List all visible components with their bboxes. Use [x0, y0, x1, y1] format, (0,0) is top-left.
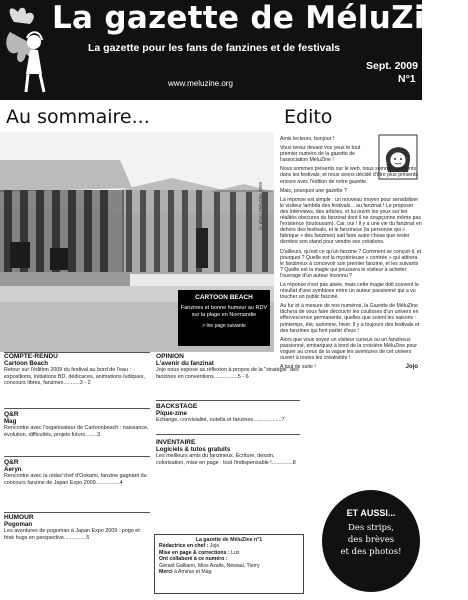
toc-text: Les meilleurs amis du fanzineux. Écriture, dessin, colorisation, mise en page : tout l'indispensable !..............8: [156, 453, 296, 466]
edito-paragraph: Mais, pourquoi une gazette ?: [280, 187, 347, 194]
toc-text: Jojo nous expose sa réflexion à propos de la "stratégie" des fanzines en conventions................5 - 6: [156, 367, 299, 380]
caption-text: Fanzines et bonne humeur au RDV sur la plage en Normandie: [180, 305, 268, 319]
issue-date: Sept. 2009: [366, 60, 418, 72]
credits-line: Gérald Galliano, Miss Azalis, Néwaal, Tierry: [159, 562, 260, 569]
toc-page: ................4: [95, 479, 123, 486]
toc-rubric: INVENTAIRE: [156, 439, 196, 446]
edito-paragraph: Alors que vous soyez un visiteur curieux ou un fanzineux passionné, embarquez à bord de la croisière MéluZine pour voguer au creux de la vague les aventures de cet univers ouvert à toutes les créativités !: [280, 336, 417, 361]
toc-rubric: BACKSTAGE: [156, 403, 198, 410]
separator: [156, 434, 300, 435]
toc-entry[interactable]: [156, 440, 300, 466]
toc-subtitle: Pique-zine: [156, 409, 187, 417]
toc-subtitle: Pogoman: [4, 520, 33, 528]
et-aussi-title: ET AUSSI...: [346, 508, 396, 518]
credits-line: Merci à Amirax et Mag: [159, 569, 212, 576]
toc-text: Rencontre avec l'organisateur de Cartoonbeach : naissance, évolution, difficultés, projets futurs........3: [4, 425, 149, 438]
toc-subtitle: Logiciels & tutos gratuits: [156, 445, 231, 453]
toc-subtitle: Aeryn: [4, 465, 22, 473]
credits-line: Ont collaboré à ce numéro :: [159, 556, 228, 563]
toc-rubric: Q&R: [4, 411, 19, 418]
edito-paragraph: La réponse n'est pas aisée, mais cette magie doit souvent le résultat d'une symbiose entre un auteur passionné qui a vu toucher un public fasciné.: [280, 281, 419, 301]
separator: [4, 512, 150, 513]
toc-text: Les aventures de pogoman à Japan Expo 2009 : pogo et frisé hugs en perspective...............5: [4, 528, 140, 541]
sommaire-heading: Au sommaire...: [6, 106, 150, 128]
edito-paragraph: Amis lecteurs, bonjour !: [280, 136, 335, 142]
edito-paragraph: Nous sommes présents sur le web, nous sommes présents dans les festivals, et nous avons décidé d'être plus présents encore avec l'édition de notre gazette.: [280, 166, 418, 185]
edito-paragraph: D'ailleurs, qu'est ce qu'un fanzine ? Comment se conçoit-il, et pourquoi ? Quelle est la mystérieuse « contrée » qui attirera le fanzineux à concevoir son premier fanzine, et les suivants ? Quelle est la magie qui poussera le visiteur à acheter l'ouvrage d'un auteur inconnu ?: [280, 248, 422, 279]
toc-page: ........3: [85, 431, 101, 438]
issue-number: N°1: [398, 73, 416, 85]
photo-caption-box[interactable]: [178, 290, 270, 346]
fairy-mascot-illustration: [4, 2, 54, 94]
separator: [4, 456, 150, 457]
edito-closing: [280, 364, 418, 370]
edito-paragraph: Au fur et à mesure de nos numéros, la Gazette de MéluZine tâchera de vous faire découvrir les coulisses d'un univers en effervescence permanente, quelles que soient les saisons : printemps, été, automne, hiver. Il y a toujours des festivals et des fanzines qui font parler d'eux !: [280, 303, 420, 334]
toc-subtitle: Mag: [4, 417, 17, 425]
toc-page: ...........3 - 2: [63, 380, 91, 387]
edito-signature: Jojo: [405, 364, 418, 371]
toc-entry[interactable]: [156, 404, 300, 424]
toc-entry[interactable]: [4, 412, 150, 438]
credits-line: Rédactrice en chef : Jojo: [159, 543, 220, 550]
et-aussi-text: Des strips, des brèves et des photos!: [340, 523, 402, 557]
toc-page: ..............8: [271, 459, 296, 466]
masthead-subtitle: La gazette pour les fans de fanzines et de festivals: [88, 42, 341, 54]
toc-rubric: OPINION: [156, 353, 184, 360]
toc-text: Rencontre avec la rédac'chef d'Ookami, fanzine gagnant du concours fanzine de Japan Expo 2009................4: [4, 473, 147, 486]
credits-heading: La gazette de MéluZine n°1: [195, 537, 263, 543]
masthead-title: La gazette de MéluZine: [52, 0, 468, 36]
edito-paragraph: La réponse est simple : un nouveau moyen pour sensibiliser le visiteur lambda des festivals... au fanzinat ! Le proposer des interviews, des articles, et lui ouvrir les yeux sur les réalités obscures du fanzinat dont il ne soupçonne même pas l'existence (toutouuum). Car, oui ! Il y a une vie du fanzinat en dehors des festivals, et le fanzineux (la personne qui « fabrique » des fanzines) sait faire autre chose que rester derrière son stand pour vendre ses créations.: [280, 196, 422, 246]
toc-entry[interactable]: [4, 460, 150, 486]
toc-page: ...............5: [63, 534, 90, 541]
credits-line: Mise en page & corrections : Lux: [159, 549, 240, 556]
toc-subtitle: Cartoon Beach: [4, 359, 49, 367]
edito-farewell: A tout de suite !: [280, 364, 316, 371]
edito-text: [280, 136, 422, 373]
toc-rubric: Q&R: [4, 459, 19, 466]
toc-entry[interactable]: [4, 354, 150, 387]
et-aussi-bubble: [322, 490, 420, 592]
toc-page: ................5 - 6: [213, 373, 249, 380]
read-next-page-link[interactable]: > lire page suivante: [202, 323, 246, 330]
masthead: [0, 0, 468, 100]
toc-text: Echange, convivialité, nutella et fanzines...................7: [156, 417, 285, 424]
website-url[interactable]: www.meluzine.org: [168, 79, 233, 88]
separator: [156, 400, 300, 401]
edito-heading: Edito: [284, 106, 333, 128]
toc-page: ...................7: [253, 417, 285, 424]
separator: [4, 408, 150, 409]
toc-rubric: COMPTE-RENDU: [4, 353, 58, 360]
credits-box: [154, 534, 304, 594]
toc-entry[interactable]: [4, 515, 150, 541]
toc-entry[interactable]: [156, 354, 300, 380]
toc-subtitle: L'avenir du fanzinat: [156, 359, 214, 367]
toc-text: Retour sur l'édition 2009 du festival au bord de l'eau : expositions, initiations BD, dédicaces, animations ludiques, concours libres, fanzines...........3 - 2: [4, 367, 145, 387]
photo-credit: © photo MéluZine 2009: [258, 182, 263, 231]
caption-title: CARTOON BEACH: [195, 294, 253, 301]
edito-paragraph: Vous tenez devant vos yeux le tout premier numéro de la gazette de l'association MéluZine !: [280, 145, 361, 164]
toc-rubric: HUMOUR: [4, 514, 34, 521]
